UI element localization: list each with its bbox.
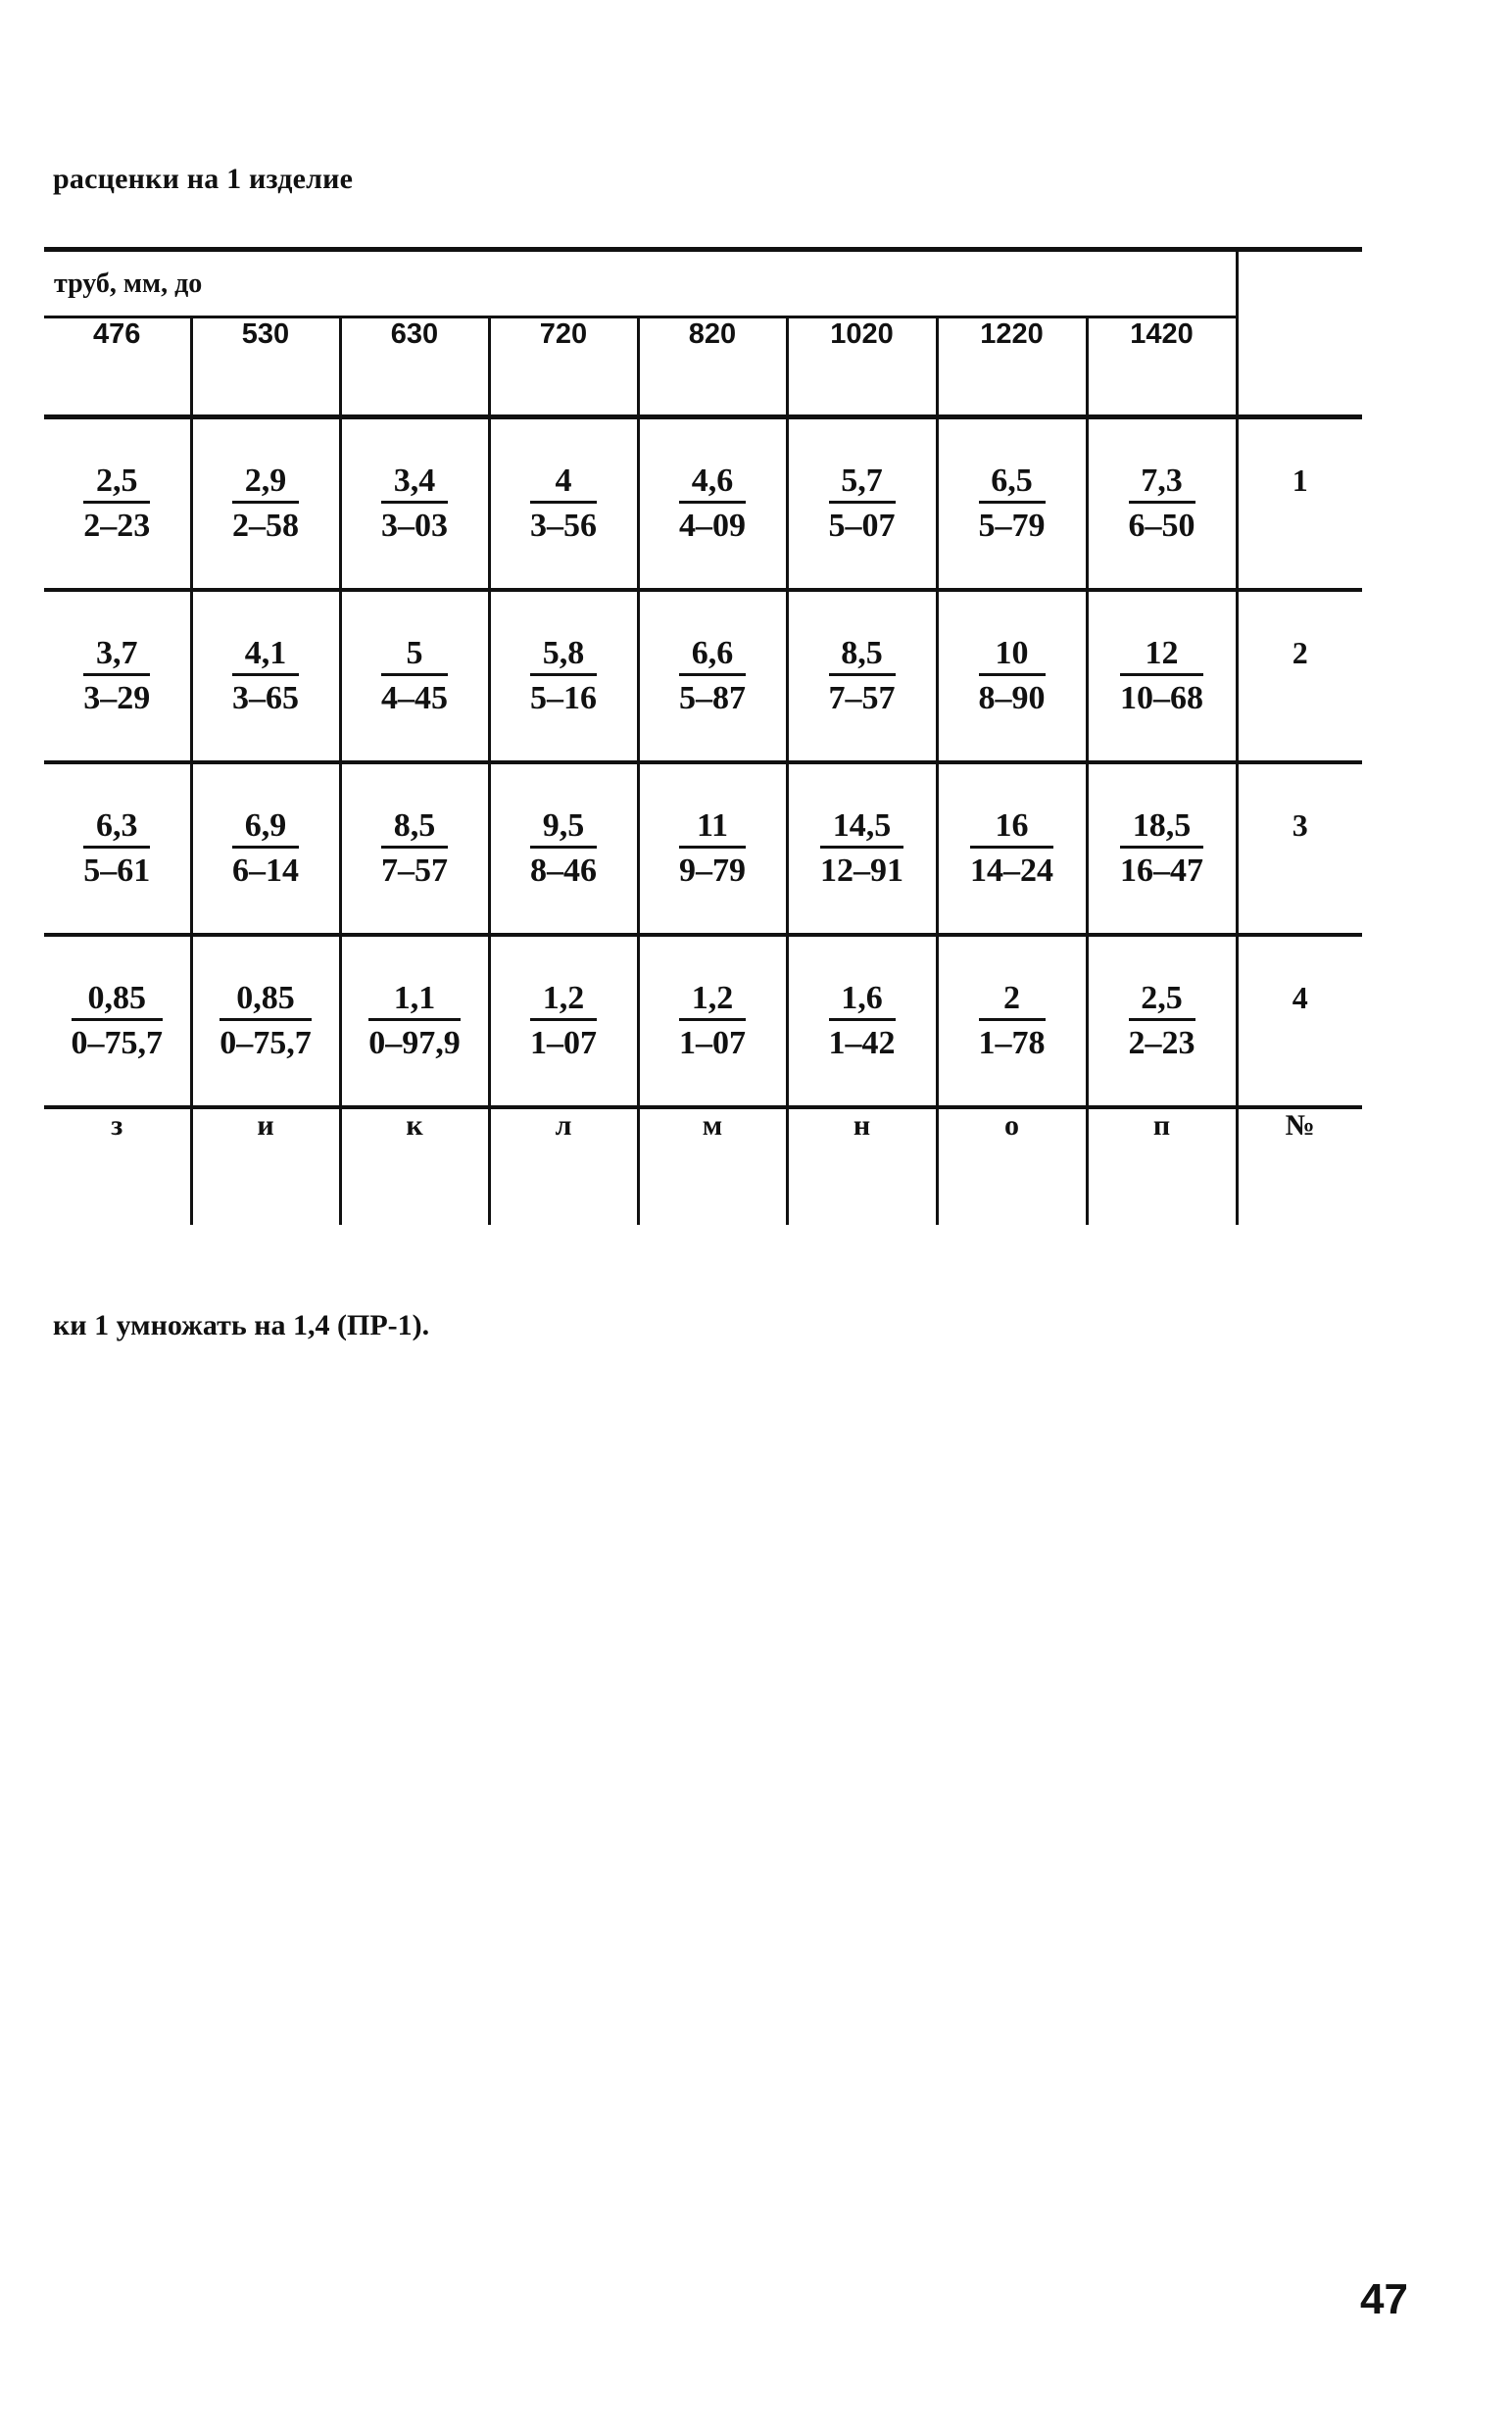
rate-cell: [787, 935, 937, 1107]
column-letter-cell: к: [340, 1107, 489, 1225]
table-row: [44, 417, 1362, 591]
rate-cell: [191, 417, 340, 591]
norm-value: 1,1: [368, 980, 461, 1021]
norm-value: 3,4: [381, 463, 448, 504]
price-value: 4–45: [381, 680, 448, 717]
price-value: 12–91: [820, 852, 903, 890]
rate-cell: [44, 935, 191, 1107]
norm-value: 6,3: [83, 807, 150, 849]
column-letter-cell: о: [937, 1107, 1087, 1225]
price-value: 8–90: [978, 680, 1046, 717]
price-value: 3–56: [530, 508, 597, 545]
price-value: 14–24: [970, 852, 1053, 890]
price-value: 7–57: [381, 852, 448, 890]
size-header-cell: 1020: [787, 317, 937, 417]
rate-cell: [638, 762, 787, 935]
norm-value: 0,85: [72, 980, 164, 1021]
table-row: [44, 762, 1362, 935]
size-header-row: [44, 317, 1362, 417]
table-row: [44, 935, 1362, 1107]
column-letter-cell: и: [191, 1107, 340, 1225]
norm-value: 1,2: [679, 980, 746, 1021]
column-letter-row: [44, 1107, 1362, 1225]
price-value: 1–07: [679, 1025, 746, 1062]
row-number: 3: [1292, 807, 1308, 843]
rate-cell: [638, 935, 787, 1107]
price-value: 9–79: [679, 852, 746, 890]
norm-value: 9,5: [530, 807, 597, 849]
column-letter-cell: м: [638, 1107, 787, 1225]
norm-value: 8,5: [829, 635, 896, 676]
norm-value: 0,85: [219, 980, 312, 1021]
row-number: 2: [1292, 635, 1308, 670]
rate-cell: [1087, 935, 1237, 1107]
size-header-cell: 530: [191, 317, 340, 417]
norm-value: 2,5: [1129, 980, 1195, 1021]
price-value: 0–75,7: [71, 1025, 163, 1062]
price-value: 10–68: [1120, 680, 1203, 717]
size-header-cell: 820: [638, 317, 787, 417]
norm-value: 5,7: [829, 463, 896, 504]
rate-cell: [489, 417, 638, 591]
price-value: 1–42: [828, 1025, 896, 1062]
price-value: 6–50: [1128, 508, 1195, 545]
norm-value: 3,7: [83, 635, 150, 676]
rate-cell: [340, 935, 489, 1107]
group-header-cell: труб, мм, до: [44, 250, 1237, 317]
footnote: ки 1 умножать на 1,4 (ПР-1).: [53, 1309, 430, 1341]
rate-cell: [1087, 417, 1237, 591]
rate-cell: [489, 762, 638, 935]
rate-cell: [638, 417, 787, 591]
rate-cell: [937, 417, 1087, 591]
rate-cell: [44, 417, 191, 591]
norm-value: 6,6: [679, 635, 746, 676]
rate-cell: [787, 590, 937, 762]
price-value: 0–75,7: [219, 1025, 312, 1062]
rate-cell: [1087, 762, 1237, 935]
table-row: [44, 590, 1362, 762]
row-number: 4: [1292, 980, 1308, 1015]
row-number-cell: [1237, 762, 1362, 935]
norm-value: 5: [381, 635, 448, 676]
norm-value: 1,2: [530, 980, 597, 1021]
price-value: 3–29: [83, 680, 151, 717]
price-value: 2–23: [83, 508, 151, 545]
norm-value: 11: [679, 807, 746, 849]
price-value: 4–09: [679, 508, 746, 545]
price-value: 1–07: [530, 1025, 597, 1062]
norm-value: 7,3: [1129, 463, 1195, 504]
price-value: 2–23: [1128, 1025, 1195, 1062]
price-value: 5–79: [978, 508, 1046, 545]
row-number: 1: [1292, 463, 1308, 498]
row-number-cell: [1237, 935, 1362, 1107]
page-number: 47: [1360, 2275, 1408, 2323]
norm-value: 18,5: [1120, 807, 1203, 849]
rate-cell: [44, 590, 191, 762]
norm-value: 10: [979, 635, 1046, 676]
norm-value: 4,1: [232, 635, 299, 676]
row-number-cell: [1237, 417, 1362, 591]
norm-value: 6,9: [232, 807, 299, 849]
price-value: 3–65: [232, 680, 299, 717]
column-letter-cell: п: [1087, 1107, 1237, 1225]
column-letter-cell: н: [787, 1107, 937, 1225]
norm-value: 14,5: [820, 807, 903, 849]
size-header-cell: 1420: [1087, 317, 1237, 417]
row-number-header-cell: [1237, 250, 1362, 417]
rate-cell: [937, 590, 1087, 762]
price-value: 0–97,9: [368, 1025, 461, 1062]
rate-cell: [787, 762, 937, 935]
price-value: 8–46: [530, 852, 597, 890]
norm-value: 2,9: [232, 463, 299, 504]
size-header-cell: 1220: [937, 317, 1087, 417]
size-header-cell: 630: [340, 317, 489, 417]
group-header-row: [44, 250, 1362, 317]
rate-cell: [1087, 590, 1237, 762]
rate-cell: [787, 417, 937, 591]
price-value: 16–47: [1120, 852, 1203, 890]
rate-cell: [937, 762, 1087, 935]
price-value: 1–78: [978, 1025, 1046, 1062]
row-number-cell: [1237, 590, 1362, 762]
rate-cell: [340, 417, 489, 591]
size-header-cell: 476: [44, 317, 191, 417]
price-value: 5–87: [679, 680, 746, 717]
rate-cell: [44, 762, 191, 935]
price-value: 5–16: [530, 680, 597, 717]
norm-value: 8,5: [381, 807, 448, 849]
table-heading: расценки на 1 изделие: [53, 163, 354, 195]
price-value: 2–58: [232, 508, 299, 545]
norm-value: 2,5: [83, 463, 150, 504]
column-letter-cell: л: [489, 1107, 638, 1225]
norm-value: 6,5: [979, 463, 1046, 504]
rate-cell: [191, 590, 340, 762]
norm-value: 16: [970, 807, 1053, 849]
norm-value: 1,6: [829, 980, 896, 1021]
number-sign-cell: №: [1285, 1109, 1315, 1142]
rates-table: [44, 247, 1362, 1225]
rate-cell: [191, 762, 340, 935]
norm-value: 4: [530, 463, 597, 504]
rate-cell: [191, 935, 340, 1107]
norm-value: 4,6: [679, 463, 746, 504]
rate-cell: [489, 935, 638, 1107]
price-value: 7–57: [828, 680, 896, 717]
rate-cell: [340, 590, 489, 762]
price-value: 3–03: [381, 508, 448, 545]
norm-value: 2: [979, 980, 1046, 1021]
price-value: 6–14: [232, 852, 299, 890]
column-letter-cell: з: [44, 1107, 191, 1225]
price-value: 5–61: [83, 852, 151, 890]
rate-cell: [937, 935, 1087, 1107]
size-header-cell: 720: [489, 317, 638, 417]
rate-cell: [638, 590, 787, 762]
norm-value: 5,8: [530, 635, 597, 676]
price-value: 5–07: [828, 508, 896, 545]
rate-cell: [340, 762, 489, 935]
rate-cell: [489, 590, 638, 762]
norm-value: 12: [1120, 635, 1203, 676]
